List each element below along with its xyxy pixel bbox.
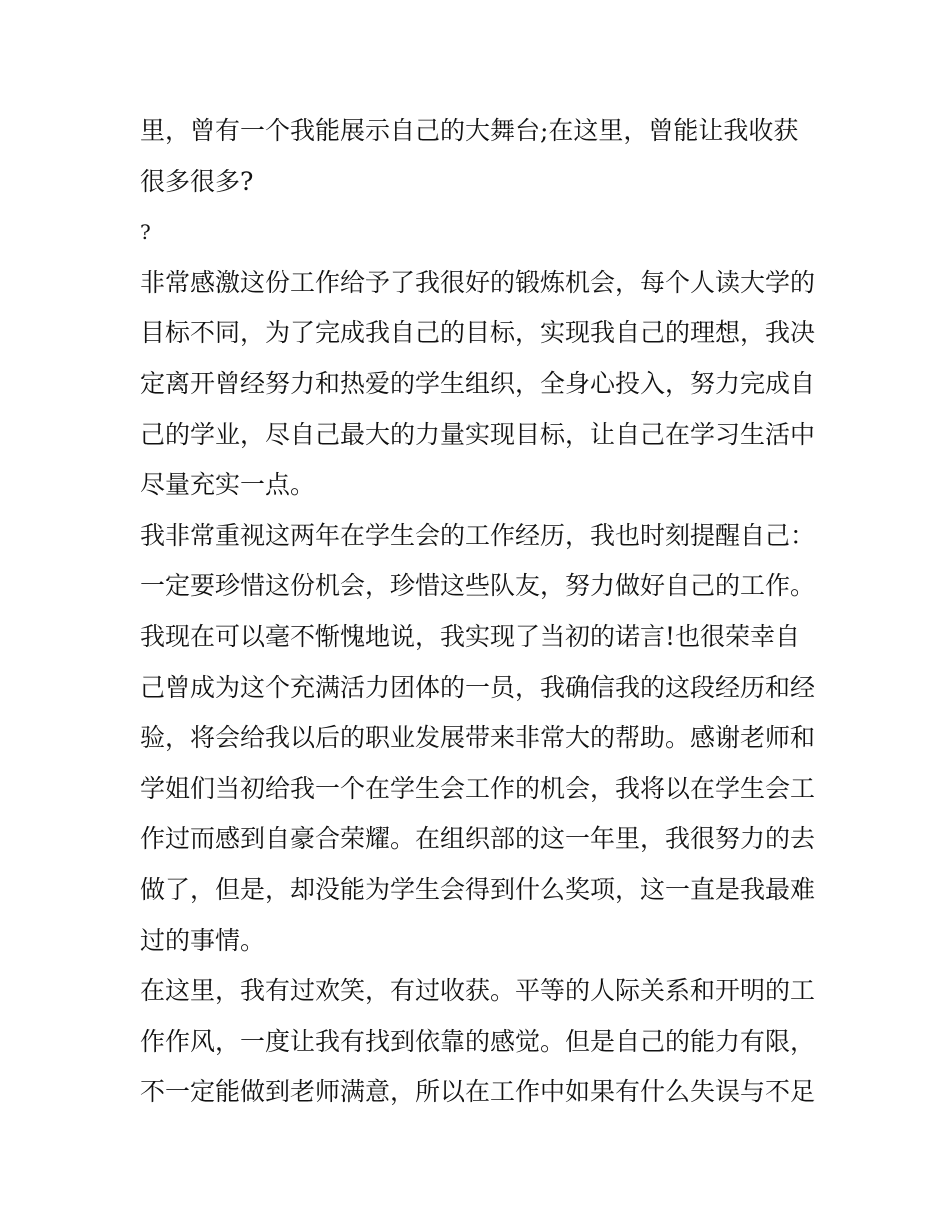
text-line: 过的事情。 xyxy=(140,925,266,955)
text-line: 己的学业，尽自己最大的力量实现目标，让自己在学习生活中 xyxy=(140,419,816,449)
text-line: 做了，但是，却没能为学生会得到什么奖项，这一直是我最难 xyxy=(140,874,816,904)
document-body xyxy=(140,106,820,1118)
text-line: 学姐们当初给我一个在学生会工作的机会，我将以在学生会工 xyxy=(140,773,816,803)
text-line: 我现在可以毫不惭愧地说，我实现了当初的诺言!也很荣幸自 xyxy=(140,621,801,651)
text-line: 定离开曾经努力和热爱的学生组织，全身心投入，努力完成自 xyxy=(140,368,816,398)
text-line: 里，曾有一个我能展示自己的大舞台;在这里，曾能让我收获 xyxy=(140,116,799,145)
text-line: 尽量充实一点。 xyxy=(140,470,316,500)
text-line: 己曾成为这个充满活力团体的一员，我确信我的这段经历和经 xyxy=(140,672,816,702)
text-line: 非常感激这份工作给予了我很好的锻炼机会，每个人读大学的 xyxy=(140,267,816,297)
text-line: 不一定能做到老师满意，所以在工作中如果有什么失误与不足 xyxy=(140,1077,816,1107)
text-line: 在这里，我有过欢笑，有过收获。平等的人际关系和开明的工 xyxy=(140,976,816,1006)
text-line: 作作风，一度让我有找到依靠的感觉。但是自己的能力有限， xyxy=(140,1026,816,1056)
text-line: 验，将会给我以后的职业发展带来非常大的帮助。感谢老师和 xyxy=(140,723,816,753)
text-line: 很多很多? xyxy=(140,166,254,196)
text-line: 目标不同，为了完成我自己的目标，实现我自己的理想，我决 xyxy=(140,318,816,348)
text-line: 一定要珍惜这份机会，珍惜这些队友，努力做好自己的工作。 xyxy=(140,571,816,601)
text-line: 我非常重视这两年在学生会的工作经历，我也时刻提醒自己： xyxy=(140,520,816,550)
text-line: 作过而感到自豪合荣耀。在组织部的这一年里，我很努力的去 xyxy=(140,824,816,854)
text-line: ? xyxy=(140,220,151,245)
